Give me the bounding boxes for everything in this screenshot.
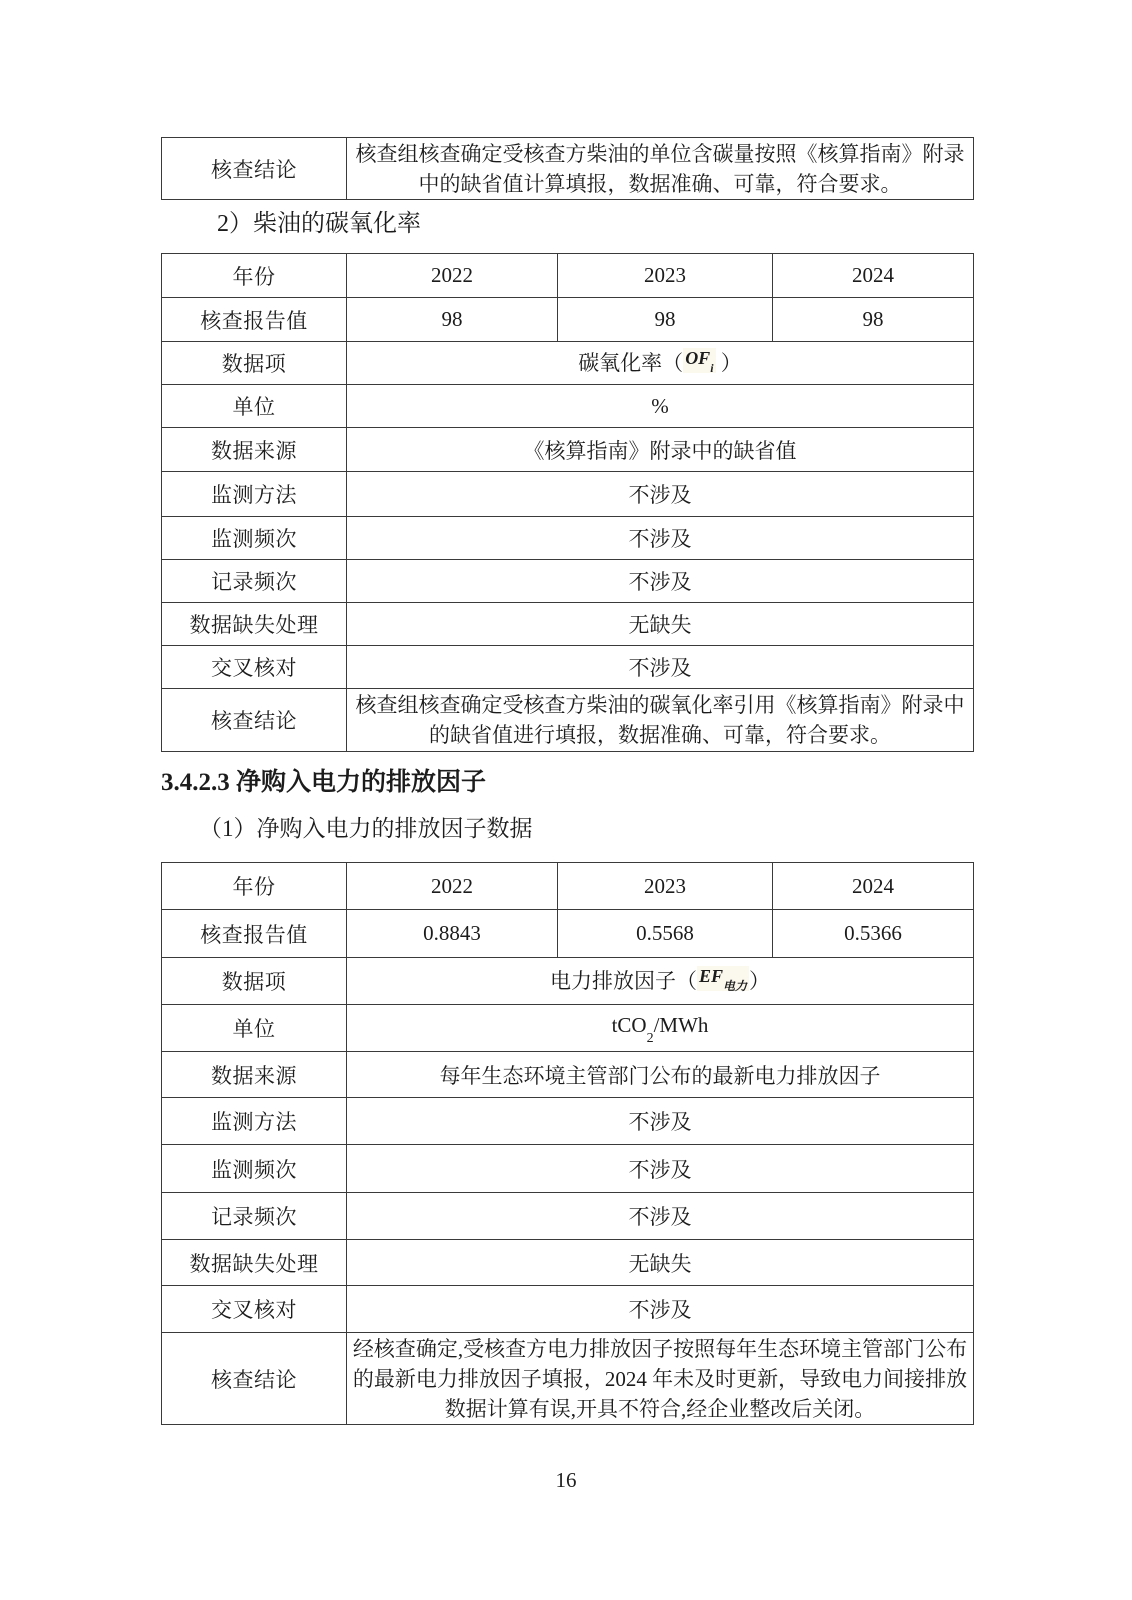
formula-main: EF <box>698 966 723 987</box>
document-content <box>161 137 973 1425</box>
year-value-1: 2022 <box>347 863 558 910</box>
row-label: 交叉核对 <box>162 1286 347 1333</box>
report-value-1: 0.8843 <box>347 910 558 958</box>
data-source-label: 数据来源 <box>162 1052 347 1098</box>
page-number: 16 <box>555 1468 577 1492</box>
conclusion-text: 核查组核查确定受核查方柴油的单位含碳量按照《核算指南》附录中的缺省值计算填报，数据准确、可靠，符合要求。 <box>347 138 974 200</box>
formula-of <box>683 348 715 373</box>
report-value-1: 98 <box>347 298 558 342</box>
cross-check-row <box>162 1286 974 1333</box>
row-label: 数据缺失处理 <box>162 1240 347 1286</box>
conclusion-label: 核查结论 <box>162 1333 347 1425</box>
record-frequency-row <box>162 1193 974 1240</box>
year-value-3: 2024 <box>773 254 974 298</box>
report-value-3: 98 <box>773 298 974 342</box>
conclusion-text: 经核查确定,受核查方电力排放因子按照每年生态环境主管部门公布的最新电力排放因子填报，2024 年未及时更新，导致电力间接排放数据计算有误,开具不符合,经企业整改后关闭。 <box>347 1333 974 1425</box>
conclusion-text: 核查组核查确定受核查方柴油的碳氧化率引用《核算指南》附录中的缺省值进行填报，数据准确、可靠，符合要求。 <box>347 689 974 752</box>
year-value-3: 2024 <box>773 863 974 910</box>
row-value: 不涉及 <box>347 472 974 517</box>
row-label: 监测方法 <box>162 472 347 517</box>
row-value: 不涉及 <box>347 560 974 603</box>
row-label: 监测方法 <box>162 1098 347 1145</box>
row-value: 不涉及 <box>347 646 974 689</box>
row-value: 不涉及 <box>347 1286 974 1333</box>
data-item-value <box>347 958 974 1005</box>
data-source-value: 每年生态环境主管部门公布的最新电力排放因子 <box>347 1052 974 1098</box>
power-factor-subheading: （1）净购入电力的排放因子数据 <box>199 816 533 841</box>
missing-data-row <box>162 1240 974 1286</box>
monitoring-method-row <box>162 472 974 517</box>
year-value-2: 2023 <box>558 863 773 910</box>
report-value-row <box>162 910 974 958</box>
formula-subscript: 电力 <box>723 978 748 993</box>
data-item-prefix: 碳氧化率（ <box>578 351 684 376</box>
unit-row <box>162 385 974 428</box>
year-label: 年份 <box>162 254 347 298</box>
report-value-2: 98 <box>558 298 773 342</box>
year-value-2: 2023 <box>558 254 773 298</box>
row-label: 监测频次 <box>162 517 347 560</box>
row-value: 不涉及 <box>347 1145 974 1193</box>
row-value: 无缺失 <box>347 603 974 646</box>
power-factor-table <box>161 862 974 1425</box>
unit-label: 单位 <box>162 385 347 428</box>
year-label: 年份 <box>162 863 347 910</box>
diesel-oxidation-heading: 2）柴油的碳氧化率 <box>217 211 421 237</box>
report-value-row <box>162 298 974 342</box>
conclusion-row <box>162 689 974 752</box>
report-value-label: 核查报告值 <box>162 298 347 342</box>
data-item-label: 数据项 <box>162 342 347 385</box>
table-row <box>162 138 974 200</box>
unit-value <box>347 1005 974 1052</box>
data-item-suffix: ） <box>749 969 771 994</box>
year-row <box>162 863 974 910</box>
report-value-3: 0.5366 <box>773 910 974 958</box>
unit-prefix: tCO <box>611 1013 647 1038</box>
row-value: 无缺失 <box>347 1240 974 1286</box>
row-value: 不涉及 <box>347 517 974 560</box>
data-item-value <box>347 342 974 385</box>
unit-subscript: 2 <box>646 1030 654 1046</box>
previous-table-fragment <box>161 137 974 200</box>
row-value: 不涉及 <box>347 1098 974 1145</box>
year-value-1: 2022 <box>347 254 558 298</box>
year-row <box>162 254 974 298</box>
row-label: 交叉核对 <box>162 646 347 689</box>
unit-row <box>162 1005 974 1052</box>
data-source-row <box>162 428 974 472</box>
data-item-prefix: 电力排放因子（ <box>549 969 697 994</box>
data-item-label: 数据项 <box>162 958 347 1005</box>
data-source-row <box>162 1052 974 1098</box>
conclusion-label: 核查结论 <box>162 689 347 752</box>
conclusion-label: 核查结论 <box>162 138 347 200</box>
monitoring-frequency-row <box>162 1145 974 1193</box>
missing-data-row <box>162 603 974 646</box>
conclusion-row <box>162 1333 974 1425</box>
data-item-row <box>162 342 974 385</box>
formula-ef <box>697 966 749 991</box>
data-item-suffix: ） <box>720 351 742 376</box>
monitoring-frequency-row <box>162 517 974 560</box>
data-source-label: 数据来源 <box>162 428 347 472</box>
unit-value: % <box>347 385 974 428</box>
row-label: 记录频次 <box>162 560 347 603</box>
formula-main: OF <box>685 348 711 369</box>
record-frequency-row <box>162 560 974 603</box>
diesel-oxidation-table <box>161 253 974 752</box>
cross-check-row <box>162 646 974 689</box>
monitoring-method-row <box>162 1098 974 1145</box>
unit-label: 单位 <box>162 1005 347 1052</box>
formula-subscript: i <box>710 360 714 375</box>
report-value-label: 核查报告值 <box>162 910 347 958</box>
row-value: 不涉及 <box>347 1193 974 1240</box>
data-item-row <box>162 958 974 1005</box>
row-label: 监测频次 <box>162 1145 347 1193</box>
report-value-2: 0.5568 <box>558 910 773 958</box>
power-factor-section-heading: 3.4.2.3 净购入电力的排放因子 <box>161 769 487 796</box>
row-label: 记录频次 <box>162 1193 347 1240</box>
data-source-value: 《核算指南》附录中的缺省值 <box>347 428 974 472</box>
row-label: 数据缺失处理 <box>162 603 347 646</box>
unit-suffix: /MWh <box>653 1013 709 1038</box>
